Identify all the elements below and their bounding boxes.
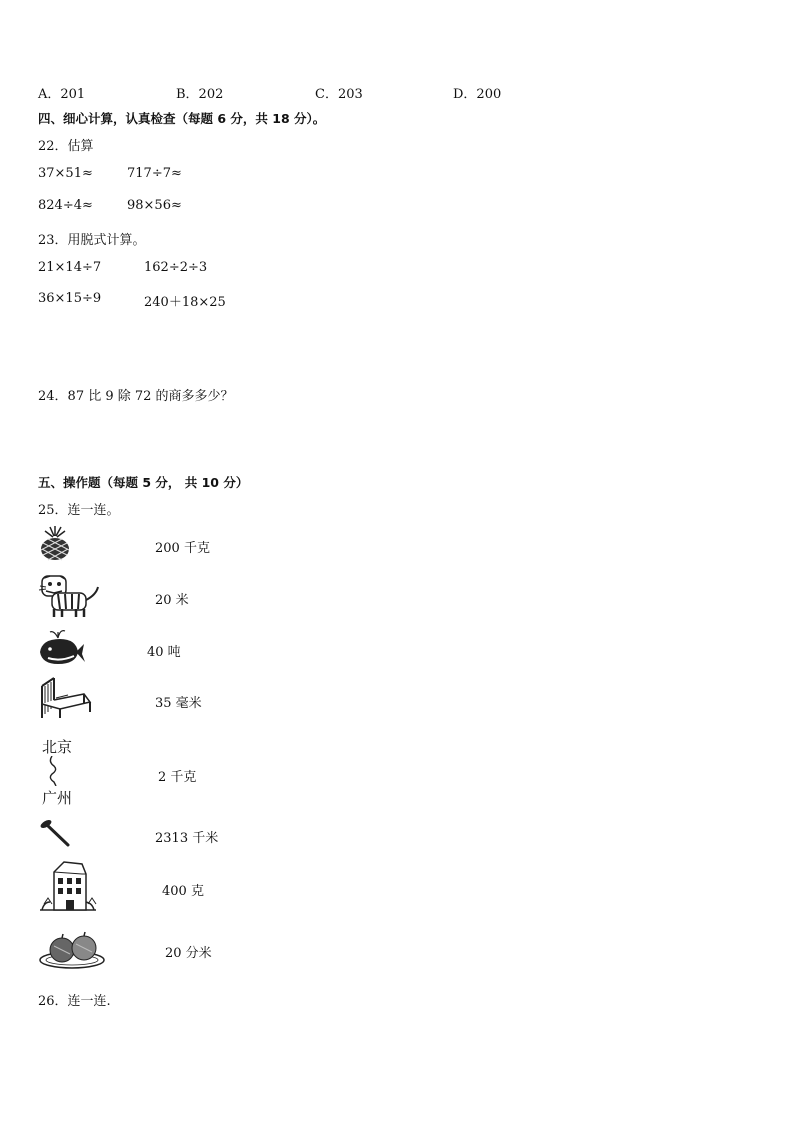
q25-label: 25．连一连。 [38,503,120,518]
map-label-guangzhou: 广州 [42,789,73,807]
q23-expr-1: 21×14÷7 [38,260,102,275]
nail-icon [38,818,72,848]
bed-icon [38,674,92,720]
section4-heading: 四、细心计算，认真检查（每题 6 分，共 18 分）。 [38,111,326,126]
building-icon [38,858,98,912]
choice-c: C．203 [315,87,363,102]
pineapple-icon [36,526,74,562]
unit-20-dm: 20 分米 [165,946,212,961]
unit-35-mm: 35 毫米 [155,696,202,711]
choice-d: D．200 [453,87,502,102]
unit-2-kg: 2 千克 [158,770,197,785]
choice-a: A．201 [38,87,86,102]
unit-40-t: 40 吨 [147,645,181,660]
choice-b: B．202 [176,87,224,102]
q22-label: 22．估算 [38,139,94,154]
q26-label: 26．连一连. [38,994,111,1009]
q22-expr-2: 717÷7≈ [127,166,182,181]
q22-expr-1: 37×51≈ [38,166,93,181]
unit-20-m: 20 米 [155,593,189,608]
unit-2313-km: 2313 千米 [155,831,219,846]
tiger-icon [38,573,102,618]
section5-heading: 五、操作题（每题 5 分， 共 10 分） [38,475,249,490]
map-label-beijing: 北京 [42,738,73,756]
q23-expr-4: 240＋18×25 [144,295,226,310]
route-map-icon [44,756,68,786]
q23-label: 23．用脱式计算。 [38,233,146,248]
q23-expr-3: 36×15÷9 [38,291,102,306]
q24-label: 24．87 比 9 除 72 的商多多少？ [38,389,234,404]
apples-icon [38,930,108,970]
q22-expr-3: 824÷4≈ [38,198,93,213]
unit-400-g: 400 克 [162,884,204,899]
whale-icon [38,628,86,666]
q23-expr-2: 162÷2÷3 [144,260,208,275]
q22-expr-4: 98×56≈ [127,198,182,213]
unit-200-kg: 200 千克 [155,541,210,556]
